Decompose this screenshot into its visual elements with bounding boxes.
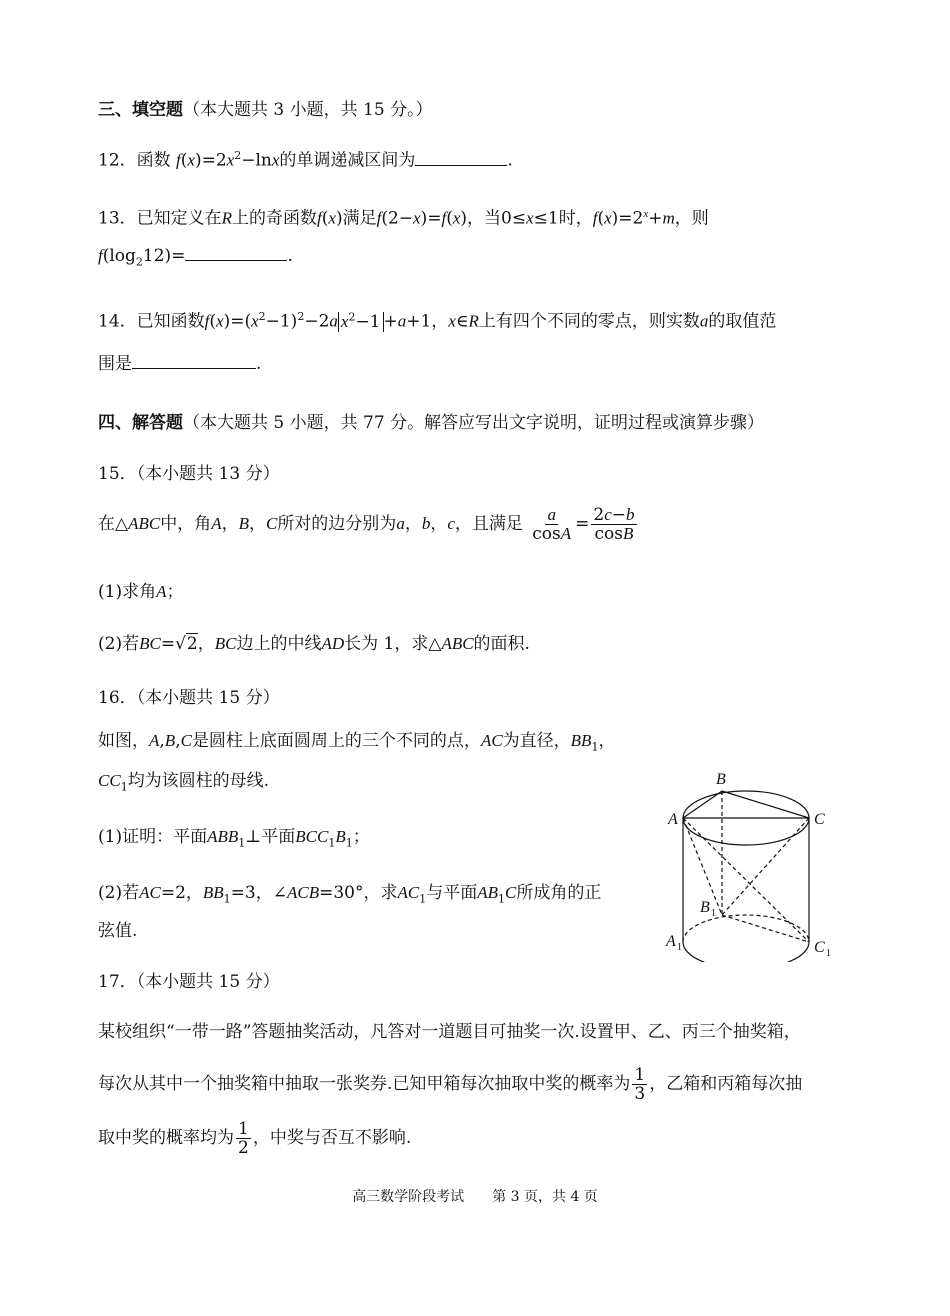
section3-note: （本大题共 3 小题，共 15 分。） bbox=[183, 100, 433, 120]
q15-header: 15．（本小题共 13 分） bbox=[98, 464, 280, 484]
q15-part2: (2)若BC=√2，BC边上的中线AD长为 1，求△ABC的面积. bbox=[98, 634, 530, 654]
answer-blank bbox=[185, 244, 287, 261]
q16-statement: 如图，A,B,C是圆柱上底面圆周上的三个不同的点，AC为直径，$BB_1$， bbox=[98, 731, 616, 754]
label-C: C bbox=[814, 811, 825, 828]
q17-line2: 每次从其中一个抽奖箱中抽取一张奖券.已知甲箱每次抽取中奖的概率为 $\frac{1}{3}$ ，乙箱和丙箱每次抽 bbox=[98, 1065, 803, 1104]
question-14: 14．已知函数$f(x)=(x^2-1)^2-2a$ $x^2-1 +a+1$，x∈R上有四个不同的零点，则实数a的取值范 bbox=[98, 310, 777, 332]
segment-B1C1 bbox=[722, 915, 809, 942]
q13-number: 13． bbox=[98, 208, 137, 229]
q16-part2: (2)若AC=2，$BB_1=3$，∠ACB=30°，求$AC_1$与平面$AB_1C$所成角的正 bbox=[98, 883, 602, 906]
label-C1: C bbox=[814, 939, 825, 956]
q17-line3: 取中奖的概率均为 $\frac{1}{2}$ ，中奖与否互不影响. bbox=[98, 1119, 412, 1158]
page-footer bbox=[0, 1186, 950, 1206]
q15-part1: (1)求角A； bbox=[98, 582, 184, 602]
question-13-cont: $f(\log_212)=$ . bbox=[98, 246, 293, 269]
label-A: A bbox=[668, 811, 678, 828]
footer-page-number: 第 3 页，共 4 页 bbox=[492, 1189, 598, 1205]
question-12: 12．函数 $f(x)=2x^2-\ln x$的单调递减区间为 . bbox=[98, 149, 513, 171]
q14-number: 14． bbox=[98, 311, 137, 332]
label-B1: B bbox=[700, 899, 710, 916]
q16-part2-cont: 弦值. bbox=[98, 921, 138, 941]
footer-exam-title: 高三数学阶段考试 bbox=[352, 1189, 465, 1205]
answer-blank bbox=[415, 149, 507, 166]
section4-heading bbox=[98, 411, 764, 435]
section3-title: 三、填空题 bbox=[98, 100, 183, 120]
q12-text: 函数 bbox=[136, 150, 171, 171]
section3-heading bbox=[98, 98, 433, 122]
segment-BC bbox=[722, 791, 809, 818]
svg-text:1: 1 bbox=[826, 948, 831, 959]
label-A1: A bbox=[666, 933, 676, 950]
label-B: B bbox=[716, 771, 726, 788]
segment-AC1 bbox=[683, 818, 809, 942]
q15-statement: 在△ABC中，角A，B，C所对的边分别为a，b，c，且满足 $\frac{a}{\cos A}$ = $\frac{2c-b}{\cos B}$ bbox=[98, 505, 635, 544]
bottom-ellipse-front bbox=[683, 942, 809, 962]
question-13: 13．已知定义在R上的奇函数f(x)满足f(2−x)=f(x)，当0≤x≤1时，$f(x)=2^x+m$，则 bbox=[98, 208, 709, 229]
bottom-ellipse-back bbox=[683, 915, 809, 942]
q16-header: 16．（本小题共 15 分） bbox=[98, 688, 280, 708]
question-14-cont: 围是 . bbox=[98, 354, 262, 374]
q16-statement-cont: $CC_1$均为该圆柱的母线. bbox=[98, 771, 270, 794]
svg-text:1: 1 bbox=[711, 908, 716, 919]
q17-line1: 某校组织“一带一路”答题抽奖活动，凡答对一道题目可抽奖一次.设置甲、乙、丙三个抽奖箱， bbox=[98, 1022, 801, 1042]
answer-blank bbox=[132, 352, 256, 369]
segment-CB1 bbox=[722, 818, 809, 915]
section4-note: （本大题共 5 小题，共 77 分。解答应写出文字说明，证明过程或演算步骤） bbox=[183, 413, 765, 433]
q17-header: 17．（本小题共 15 分） bbox=[98, 972, 280, 992]
segment-AB bbox=[683, 791, 722, 818]
svg-text:1: 1 bbox=[677, 942, 682, 953]
q12-text-b: 的单调递减区间为 bbox=[279, 150, 416, 171]
q16-part1: (1)证明：平面$ABB_1\perp$平面$BCC_1B_1$； bbox=[98, 827, 370, 850]
cylinder-figure bbox=[662, 762, 842, 962]
q12-number: 12． bbox=[98, 150, 137, 171]
section4-title: 四、解答题 bbox=[98, 413, 183, 433]
